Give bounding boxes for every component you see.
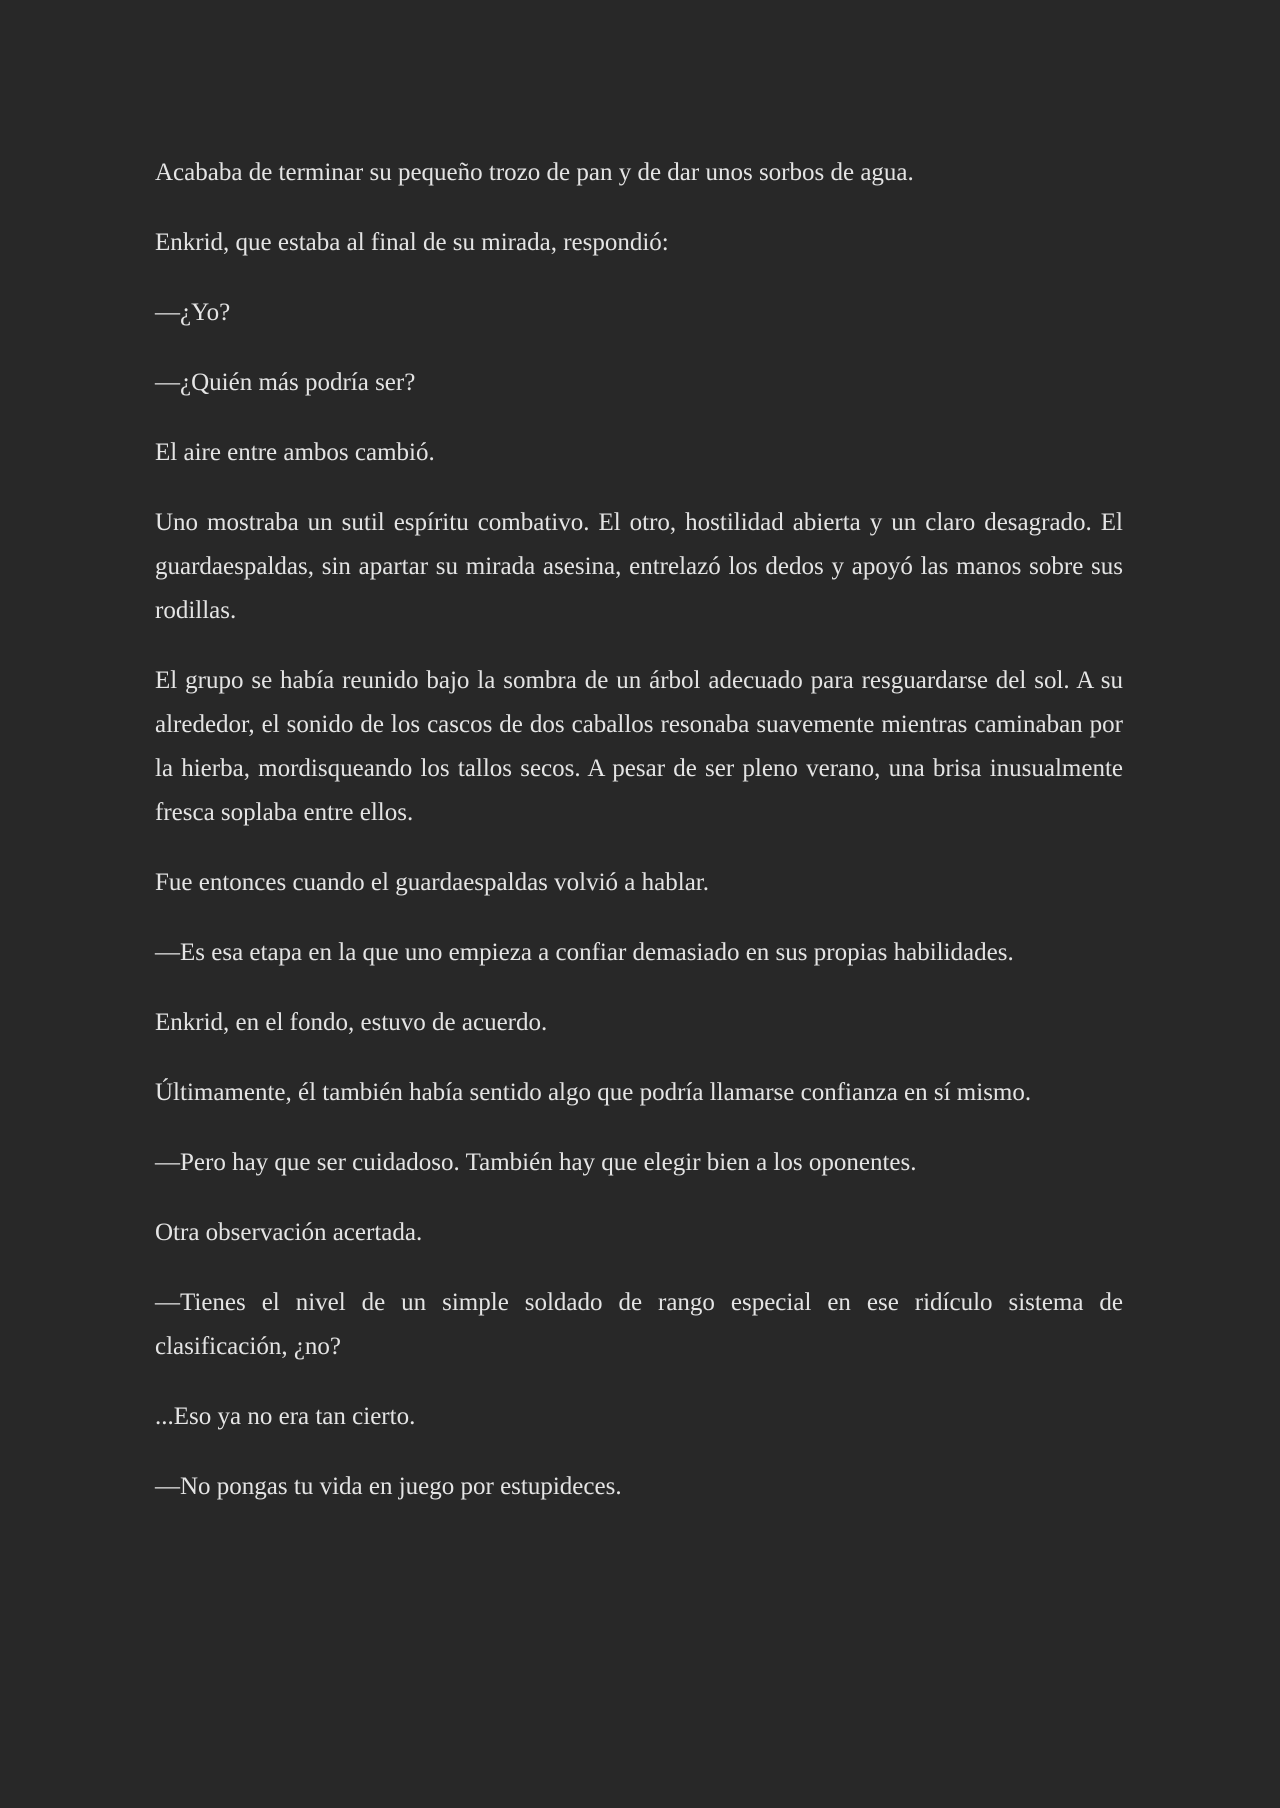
paragraph: Enkrid, que estaba al final de su mirada, respondió: [155,229,669,256]
paragraph: Enkrid, en el fondo, estuvo de acuerdo. [155,1009,548,1036]
paragraph: El aire entre ambos cambió. [155,439,435,466]
paragraph: Otra observación acertada. [155,1219,423,1246]
paragraph: ...Eso ya no era tan cierto. [155,1403,416,1430]
paragraph: —Pero hay que ser cuidadoso. También hay que elegir bien a los oponentes. [155,1149,917,1176]
paragraph: Acababa de terminar su pequeño trozo de pan y de dar unos sorbos de agua. [155,159,914,186]
paragraph: —Es esa etapa en la que uno empieza a confiar demasiado en sus propias habilidades. [155,939,1014,966]
paragraph: —No pongas tu vida en juego por estupideces. [155,1473,622,1500]
paragraph: Uno mostraba un sutil espíritu combativo. El otro, hostilidad abierta y un claro desagrado. El guardaespaldas, sin apartar su mirada asesina, entrelazó los dedos y apoyó las manos sobre sus rodillas. [155,509,1123,624]
paragraph: Últimamente, él también había sentido algo que podría llamarse confianza en sí mismo. [155,1079,1032,1106]
paragraph: Fue entonces cuando el guardaespaldas volvió a hablar. [155,869,709,896]
paragraph: El grupo se había reunido bajo la sombra de un árbol adecuado para resguardarse del sol. A su alrededor, el sonido de los cascos de dos caballos resonaba suavemente mientras caminaban por la hierba, mordisqueando los tallos secos. A pesar de ser pleno verano, una brisa inusualmente fresca soplaba entre ellos. [155,667,1123,826]
paragraph: —¿Quién más podría ser? [155,369,416,396]
chapter-text [155,151,1123,1535]
paragraph: —Tienes el nivel de un simple soldado de rango especial en ese ridículo sistema de clasificación, ¿no? [155,1289,1123,1360]
paragraph: —¿Yo? [155,299,231,326]
